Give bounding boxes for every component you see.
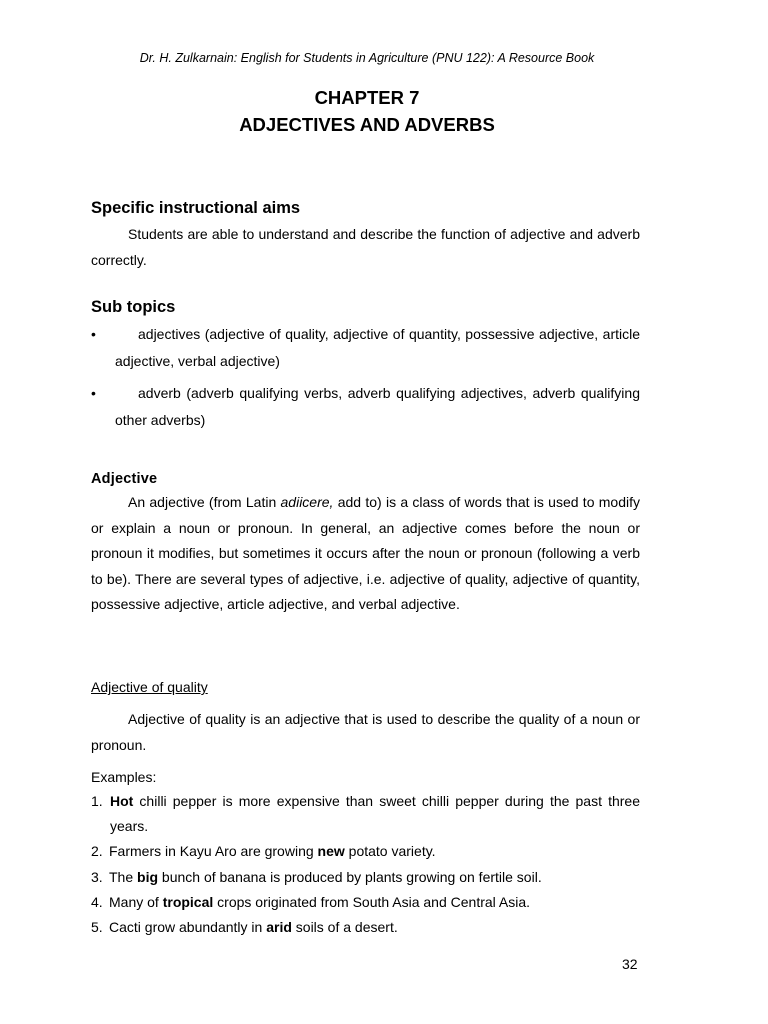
latin-term: adiicere, — [280, 494, 334, 510]
quality-text: Adjective of quality is an adjective that is used to describe the quality of a noun or pronoun. — [91, 711, 640, 753]
example-number: 5. — [91, 919, 103, 936]
page-number: 32 — [622, 956, 638, 972]
adjective-intro-start: An adjective (from Latin — [128, 494, 281, 510]
example-item — [91, 915, 640, 940]
bullet-icon: • — [91, 326, 96, 342]
example-text: Farmers in Kayu Aro are growing — [109, 843, 318, 860]
example-keyword: big — [137, 868, 159, 885]
adjective-paragraph — [91, 490, 640, 618]
example-text: soils of a desert. — [291, 919, 398, 936]
example-keyword: tropical — [162, 893, 214, 910]
adjective-heading: Adjective — [91, 471, 158, 487]
quality-heading: Adjective of quality — [91, 679, 208, 695]
examples-list — [91, 789, 640, 940]
example-text: chilli pepper is more expensive than sweet chilli pepper during the past three years. — [110, 793, 640, 835]
subtopic-item — [91, 321, 640, 374]
example-item — [91, 865, 640, 890]
aims-text: Students are able to understand and describe the function of adjective and adverb correctly. — [91, 226, 640, 268]
subtopics-heading: Sub topics — [91, 298, 176, 316]
example-number: 3. — [91, 868, 103, 885]
example-keyword: arid — [266, 919, 292, 936]
example-text: crops originated from South Asia and Central Asia. — [213, 893, 531, 910]
example-item — [91, 789, 640, 839]
example-item — [91, 839, 640, 864]
subtopic-text: adjectives (adjective of quality, adjective of quantity, possessive adjective, article adjective, verbal adjective) — [115, 326, 640, 369]
example-text: potato variety. — [344, 843, 436, 860]
subtopic-item — [91, 380, 640, 433]
example-number: 2. — [91, 843, 103, 860]
quality-paragraph — [91, 707, 640, 758]
aims-heading: Specific instructional aims — [91, 199, 301, 217]
example-text: bunch of banana is produced by plants growing on fertile soil. — [158, 868, 542, 885]
example-keyword: new — [317, 843, 345, 860]
example-text: Cacti grow abundantly in — [109, 919, 267, 936]
running-header: Dr. H. Zulkarnain: English for Students in Agriculture (PNU 122): A Resource Book — [139, 51, 595, 65]
chapter-number: CHAPTER 7 — [314, 87, 420, 108]
bullet-icon: • — [91, 385, 96, 401]
example-number: 1. — [91, 793, 103, 809]
example-item — [91, 890, 640, 915]
chapter-title: ADJECTIVES AND ADVERBS — [239, 114, 495, 135]
example-number: 4. — [91, 893, 103, 910]
examples-label: Examples: — [91, 769, 157, 785]
subtopic-text: adverb (adverb qualifying verbs, adverb qualifying adjectives, adverb qualifying other adverbs) — [115, 385, 640, 428]
example-text: Many of — [109, 893, 163, 910]
example-text: The — [109, 868, 138, 885]
adjective-intro-rest: add to) is a class of words that is used to modify or explain a noun or pronoun. In general, an adjective comes before the noun or pronoun it modifies, but sometimes it occurs after the noun or pronoun (following a verb to be). There are several types of adjective, i.e. adjective of quality, adjective of quantity, possessive adjective, article adjective, and verbal adjective. — [91, 494, 640, 612]
aims-paragraph — [91, 222, 640, 273]
example-keyword: Hot — [110, 793, 134, 809]
